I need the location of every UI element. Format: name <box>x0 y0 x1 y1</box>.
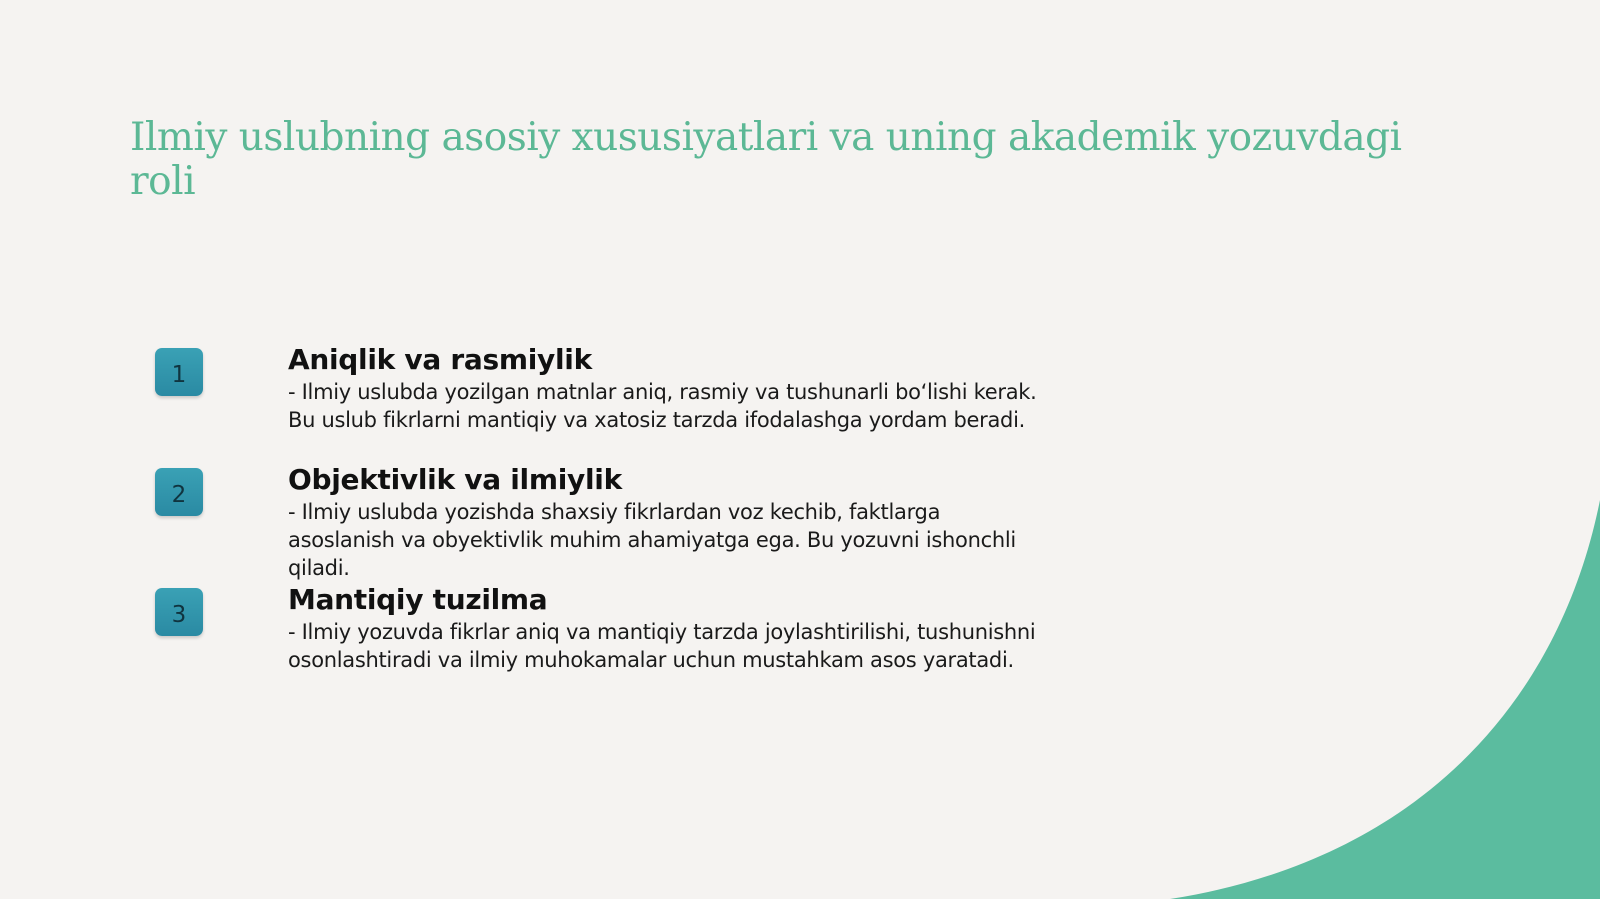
item-heading: Aniqlik va rasmiylik <box>288 343 592 376</box>
item-heading: Mantiqiy tuzilma <box>288 583 548 616</box>
number-badge-2: 2 <box>155 468 203 516</box>
item-body: - Ilmiy uslubda yozishda shaxsiy fikrlardan voz kechib, faktlarga asoslanish va obyektivlik muhim ahamiyatga ega. Bu yozuvni ishonchli qiladi. <box>288 500 1016 580</box>
item-body: - Ilmiy yozuvda fikrlar aniq va mantiqiy tarzda joylashtirilishi, tushunishni osonlashtiradi va ilmiy muhokamalar uchun mustahkam asos yaratadi. <box>288 620 1036 672</box>
item-heading: Objektivlik va ilmiylik <box>288 463 622 496</box>
list-item <box>288 582 1118 674</box>
item-body: - Ilmiy uslubda yozilgan matnlar aniq, rasmiy va tushunarli bo‘lishi kerak. Bu uslub fikrlarni mantiqiy va xatosiz tarzda ifodalashga yordam beradi. <box>288 380 1037 432</box>
list-item <box>288 342 1118 434</box>
number-badge-1: 1 <box>155 348 203 396</box>
list-item <box>288 462 1118 582</box>
number-badge-3: 3 <box>155 588 203 636</box>
slide-title: Ilmiy uslubning asosiy xususiyatlari va uning akademik yozuvdagi roli <box>130 115 1402 204</box>
